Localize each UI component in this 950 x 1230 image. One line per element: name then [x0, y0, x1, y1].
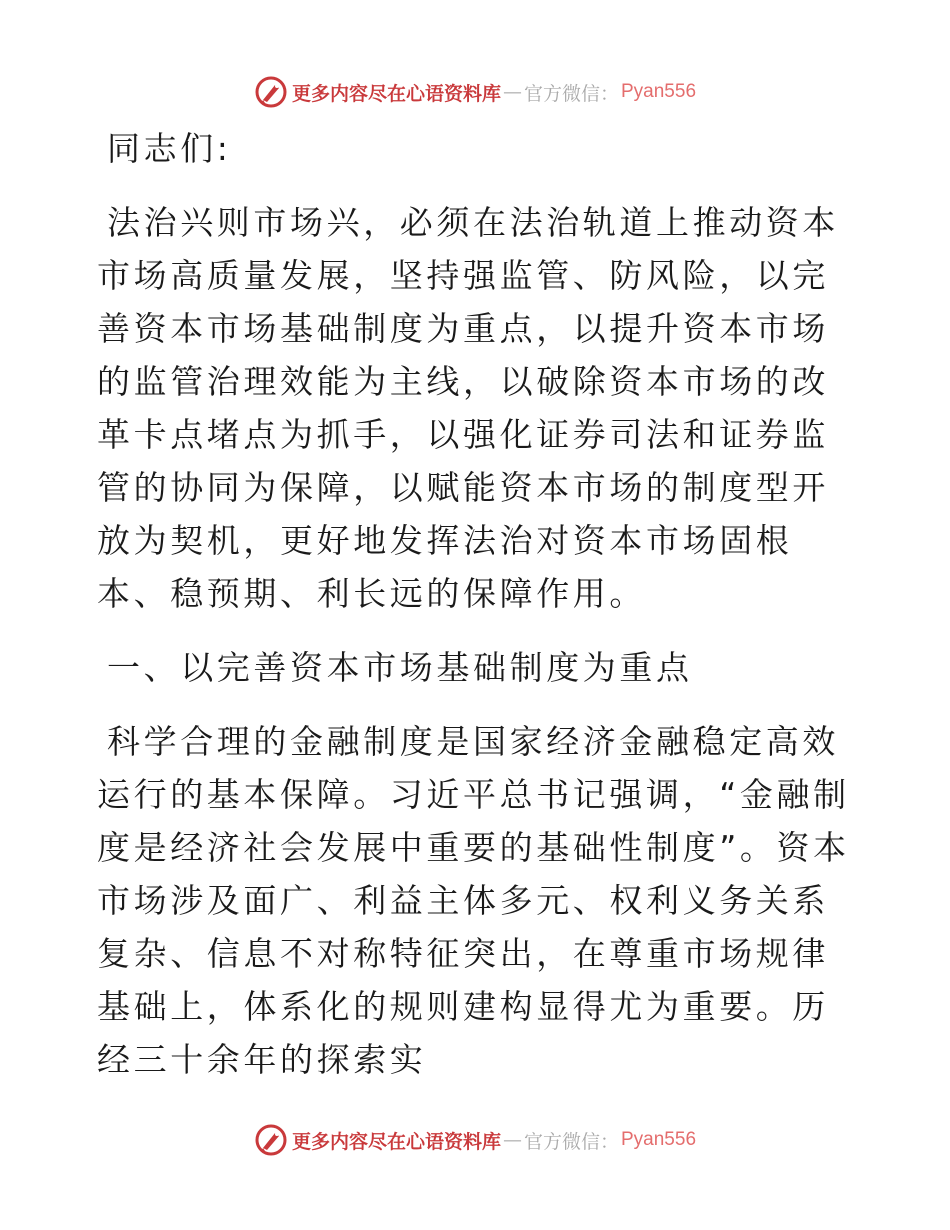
- banner-title: 更多内容尽在心语资料库: [291, 82, 501, 105]
- banner-official-label: 官方微信：: [523, 1130, 619, 1153]
- banner-official-label: 官方微信：: [523, 82, 619, 105]
- paragraph-1: 法治兴则市场兴，必须在法治轨道上推动资本市场高质量发展，坚持强监管、防风险，以完善资本市场基础制度为重点，以提升资本市场的监管治理效能为主线，以破除资本市场的改革卡点堵点为抓手，以强化证券司法和证券监管的协同为保障，以赋能资本市场的制度型开放为契机，更好地发挥法治对资本市场固根本、稳预期、利长远的保障作用。: [97, 203, 839, 613]
- section-heading-1: 一、以完善资本市场基础制度为重点: [107, 648, 693, 687]
- document-body: [97, 122, 857, 1086]
- banner-title: 更多内容尽在心语资料库: [291, 1130, 501, 1153]
- banner-wechat-id: Pyan556: [621, 81, 697, 102]
- pen-logo-icon: [254, 1123, 288, 1157]
- salutation: 同志们:: [107, 129, 232, 168]
- banner-wechat-id: Pyan556: [621, 1129, 697, 1150]
- pen-logo-icon: [254, 75, 288, 109]
- footer-watermark-banner: [0, 1118, 950, 1162]
- header-watermark-banner: [0, 70, 950, 114]
- banner-dash: —: [502, 1129, 522, 1151]
- paragraph-2: 科学合理的金融制度是国家经济金融稳定高效运行的基本保障。习近平总书记强调，“金融制度是经济社会发展中重要的基础性制度”。资本市场涉及面广、利益主体多元、权利义务关系复杂、信息不对称特征突出，在尊重市场规律基础上，体系化的规则建构显得尤为重要。历经三十余年的探索实: [97, 722, 850, 1079]
- banner-dash: —: [502, 81, 522, 103]
